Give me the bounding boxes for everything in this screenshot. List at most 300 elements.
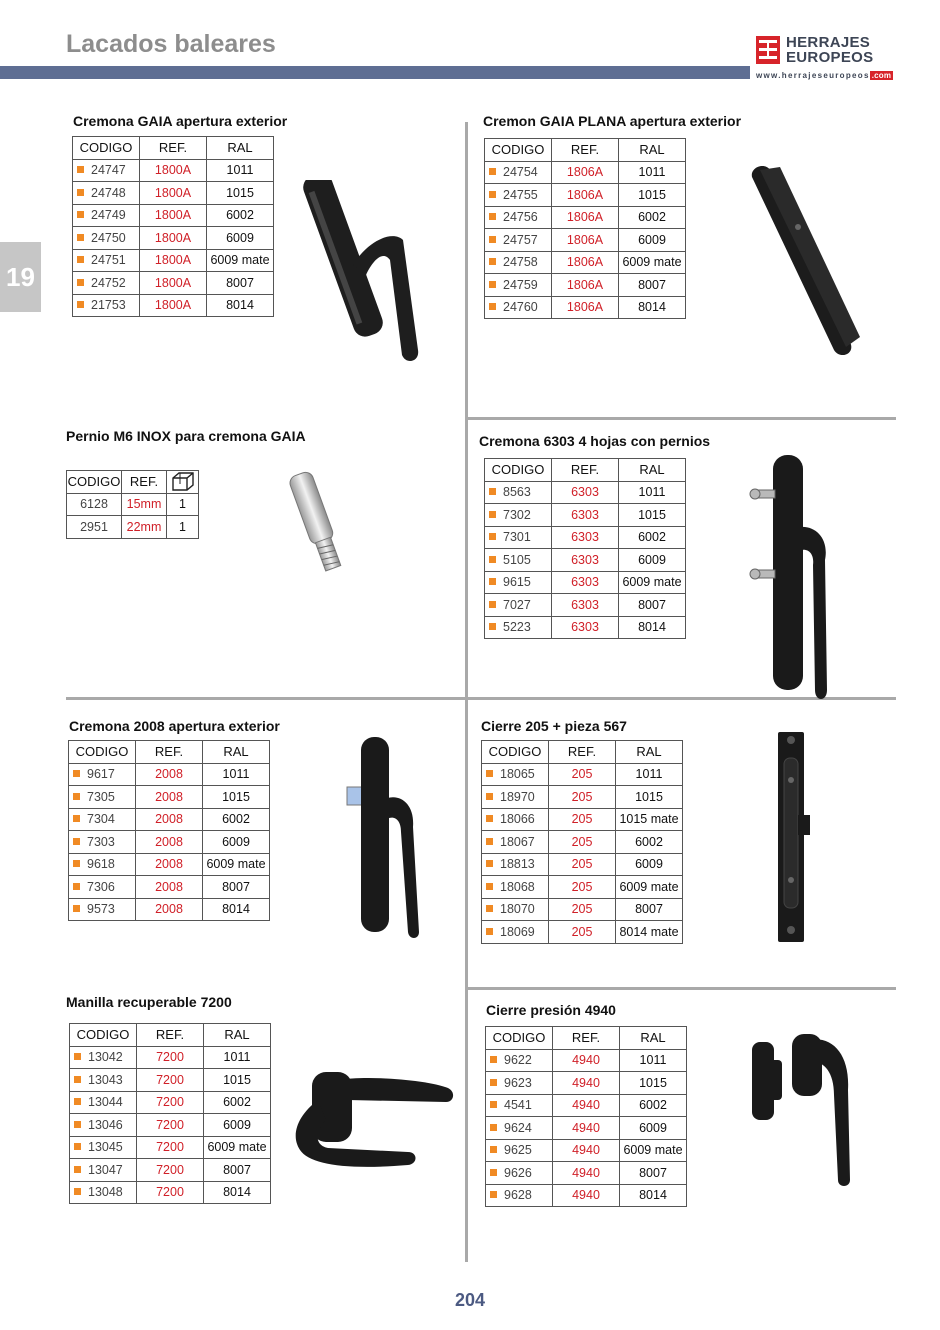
- ral-cell: 6009: [207, 227, 274, 250]
- ral-cell: 6009 mate: [207, 249, 274, 272]
- bullet-icon: [73, 883, 80, 890]
- codigo-value: 7306: [87, 879, 115, 894]
- table-row[interactable]: [486, 1184, 687, 1207]
- codigo-cell: [482, 853, 549, 876]
- ref-cell: 4940: [553, 1117, 620, 1140]
- codigo-value: 18970: [500, 789, 535, 804]
- column-header: RAL: [203, 741, 270, 764]
- ref-cell: 2008: [136, 853, 203, 876]
- table-header-row: [485, 139, 686, 162]
- table-row[interactable]: [485, 161, 686, 184]
- ref-cell: 6303: [552, 504, 619, 527]
- table-row[interactable]: [482, 831, 683, 854]
- codigo-value: 13048: [88, 1185, 123, 1200]
- bullet-icon: [489, 623, 496, 630]
- table-header-row: [485, 459, 686, 482]
- table-row[interactable]: [486, 1117, 687, 1140]
- table-row[interactable]: [73, 159, 274, 182]
- ral-cell: 8007: [620, 1162, 687, 1185]
- ral-cell: 8007: [204, 1159, 271, 1182]
- bullet-icon: [489, 168, 496, 175]
- codigo-cell: [485, 526, 552, 549]
- bullet-icon: [486, 928, 493, 935]
- product-table: [66, 470, 199, 539]
- ral-cell: 8014: [203, 898, 270, 921]
- codigo-cell: [73, 182, 140, 205]
- codigo-value: 18068: [500, 879, 535, 894]
- bullet-icon: [77, 279, 84, 286]
- cremona-gaia-image: [298, 180, 448, 370]
- pernio-inox-image: [275, 468, 365, 578]
- ral-cell: 6002: [616, 831, 683, 854]
- bullet-icon: [73, 860, 80, 867]
- codigo-value: 9615: [503, 575, 531, 590]
- codigo-value: 24750: [91, 230, 126, 245]
- bullet-icon: [73, 770, 80, 777]
- table-row[interactable]: [482, 921, 683, 944]
- codigo-value: 9626: [504, 1165, 532, 1180]
- table-row[interactable]: [485, 274, 686, 297]
- brand-logo-icon: [756, 36, 780, 64]
- codigo-cell: [482, 763, 549, 786]
- table-row[interactable]: [485, 481, 686, 504]
- ref-cell: 7200: [137, 1046, 204, 1069]
- codigo-cell: [482, 876, 549, 899]
- ral-cell: 1011: [203, 763, 270, 786]
- bullet-icon: [74, 1143, 81, 1150]
- ref-cell: 205: [549, 853, 616, 876]
- ref-cell: 1800A: [140, 204, 207, 227]
- ref-cell: 1806A: [552, 161, 619, 184]
- codigo-cell: [69, 831, 136, 854]
- codigo-value: 18066: [500, 812, 535, 827]
- bullet-icon: [73, 793, 80, 800]
- codigo-cell: [485, 274, 552, 297]
- brand-logo[interactable]: [756, 36, 896, 84]
- bullet-icon: [490, 1079, 497, 1086]
- quantity-cell: 1: [167, 493, 199, 516]
- quantity-cell: 1: [167, 516, 199, 539]
- column-header: CODIGO: [69, 741, 136, 764]
- table-row[interactable]: [70, 1181, 271, 1204]
- ral-cell: 6009: [619, 549, 686, 572]
- ral-cell: 1011: [616, 763, 683, 786]
- bullet-icon: [74, 1188, 81, 1195]
- codigo-value: 24755: [503, 187, 538, 202]
- table-row[interactable]: [73, 294, 274, 317]
- codigo-value: 24752: [91, 275, 126, 290]
- bullet-icon: [77, 189, 84, 196]
- table-row[interactable]: [70, 1159, 271, 1182]
- table-row[interactable]: [73, 249, 274, 272]
- column-header: REF.: [549, 741, 616, 764]
- codigo-cell: [70, 1069, 137, 1092]
- table-row[interactable]: [485, 594, 686, 617]
- codigo-cell: [486, 1117, 553, 1140]
- codigo-value: 21753: [91, 298, 126, 313]
- table-row[interactable]: [73, 227, 274, 250]
- codigo-value: 7027: [503, 597, 531, 612]
- ral-cell: 1015: [203, 786, 270, 809]
- ral-cell: 1015: [204, 1069, 271, 1092]
- product-table: [485, 1026, 687, 1207]
- section-tab[interactable]: 19: [0, 242, 41, 312]
- bullet-icon: [490, 1191, 497, 1198]
- ral-cell: 1015: [619, 504, 686, 527]
- row-divider: [468, 417, 896, 420]
- bullet-icon: [489, 511, 496, 518]
- codigo-cell: [482, 921, 549, 944]
- bullet-icon: [73, 815, 80, 822]
- ref-cell: 1806A: [552, 251, 619, 274]
- codigo-value: 9625: [504, 1143, 532, 1158]
- table-row[interactable]: [69, 831, 270, 854]
- table-row[interactable]: [482, 853, 683, 876]
- column-header: CODIGO: [485, 139, 552, 162]
- column-header: REF.: [552, 459, 619, 482]
- ral-cell: 6009: [203, 831, 270, 854]
- bullet-icon: [74, 1121, 81, 1128]
- column-header: RAL: [619, 139, 686, 162]
- bullet-icon: [74, 1053, 81, 1060]
- ref-cell: 1800A: [140, 294, 207, 317]
- ral-cell: 6002: [620, 1094, 687, 1117]
- column-header: REF.: [122, 471, 167, 494]
- bullet-icon: [489, 258, 496, 265]
- codigo-cell: [485, 184, 552, 207]
- brand-name-line1: HERRAJES: [786, 34, 871, 51]
- codigo-value: 6128: [80, 497, 108, 512]
- codigo-cell: [73, 159, 140, 182]
- column-header: REF.: [140, 137, 207, 160]
- codigo-value: 7302: [503, 507, 531, 522]
- column-header: CODIGO: [485, 459, 552, 482]
- column-header: CODIGO: [73, 137, 140, 160]
- section-title: Cremona GAIA apertura exterior: [73, 113, 288, 129]
- codigo-value: 9622: [504, 1053, 532, 1068]
- ral-cell: 6002: [203, 808, 270, 831]
- box-icon: [171, 472, 195, 492]
- ref-cell: 7200: [137, 1114, 204, 1137]
- bullet-icon: [489, 601, 496, 608]
- table-row[interactable]: [485, 251, 686, 274]
- table-row[interactable]: [482, 786, 683, 809]
- ref-cell: 205: [549, 921, 616, 944]
- table-row[interactable]: [70, 1114, 271, 1137]
- ref-cell: 1806A: [552, 184, 619, 207]
- codigo-cell: [69, 876, 136, 899]
- table-row[interactable]: [69, 853, 270, 876]
- codigo-cell: [69, 763, 136, 786]
- section-title: Cremona 6303 4 hojas con pernios: [479, 433, 711, 449]
- codigo-cell: [485, 504, 552, 527]
- ref-cell: 6303: [552, 571, 619, 594]
- bullet-icon: [486, 860, 493, 867]
- bullet-icon: [486, 770, 493, 777]
- ref-cell: 1800A: [140, 272, 207, 295]
- codigo-value: 18813: [500, 857, 535, 872]
- ref-cell: 22mm: [122, 516, 167, 539]
- codigo-value: 8563: [503, 485, 531, 500]
- brand-name: [786, 35, 873, 65]
- table-row[interactable]: [485, 296, 686, 319]
- ral-cell: 6009 mate: [204, 1136, 271, 1159]
- table-row[interactable]: [485, 616, 686, 639]
- table-row[interactable]: [485, 206, 686, 229]
- ref-cell: 4940: [553, 1184, 620, 1207]
- row-divider: [468, 987, 896, 990]
- codigo-value: 7301: [503, 530, 531, 545]
- table-header-row: [482, 741, 683, 764]
- table-row[interactable]: [70, 1069, 271, 1092]
- ref-cell: 2008: [136, 808, 203, 831]
- ral-cell: 1015: [619, 184, 686, 207]
- bullet-icon: [490, 1056, 497, 1063]
- table-row[interactable]: [485, 229, 686, 252]
- codigo-value: 13044: [88, 1095, 123, 1110]
- codigo-cell: [73, 249, 140, 272]
- ref-cell: 4940: [553, 1049, 620, 1072]
- codigo-cell: [70, 1136, 137, 1159]
- table-row[interactable]: [482, 763, 683, 786]
- bullet-icon: [489, 236, 496, 243]
- codigo-value: 7304: [87, 812, 115, 827]
- table-row[interactable]: [67, 516, 199, 539]
- table-row[interactable]: [482, 898, 683, 921]
- ral-cell: 8007: [619, 594, 686, 617]
- table-header-row: [73, 137, 274, 160]
- ref-cell: 1800A: [140, 159, 207, 182]
- codigo-cell: [69, 786, 136, 809]
- codigo-value: 24757: [503, 232, 538, 247]
- ref-cell: 2008: [136, 831, 203, 854]
- codigo-value: 9628: [504, 1188, 532, 1203]
- column-header: RAL: [620, 1027, 687, 1050]
- section-title: Manilla recuperable 7200: [66, 994, 232, 1010]
- table-row[interactable]: [69, 808, 270, 831]
- codigo-value: 24760: [503, 300, 538, 315]
- ref-cell: 7200: [137, 1091, 204, 1114]
- ref-cell: 15mm: [122, 493, 167, 516]
- codigo-value: 7303: [87, 834, 115, 849]
- table-row[interactable]: [485, 526, 686, 549]
- ref-cell: 1806A: [552, 229, 619, 252]
- codigo-cell: [485, 296, 552, 319]
- codigo-cell: [485, 571, 552, 594]
- table-row[interactable]: [486, 1072, 687, 1095]
- codigo-value: 13046: [88, 1117, 123, 1132]
- ral-cell: 1015: [616, 786, 683, 809]
- bullet-icon: [486, 793, 493, 800]
- ref-cell: 1800A: [140, 182, 207, 205]
- bullet-icon: [77, 166, 84, 173]
- ral-cell: 8007: [203, 876, 270, 899]
- codigo-cell: [67, 493, 122, 516]
- bullet-icon: [486, 905, 493, 912]
- ref-cell: 4940: [553, 1094, 620, 1117]
- column-header: CODIGO: [67, 471, 122, 494]
- codigo-cell: [486, 1049, 553, 1072]
- table-row[interactable]: [482, 876, 683, 899]
- codigo-cell: [485, 251, 552, 274]
- codigo-value: 5223: [503, 620, 531, 635]
- ref-cell: 4940: [553, 1139, 620, 1162]
- brand-url-suffix: .com: [871, 71, 892, 80]
- bullet-icon: [490, 1146, 497, 1153]
- table-row[interactable]: [73, 182, 274, 205]
- ref-cell: 1806A: [552, 274, 619, 297]
- codigo-value: 18067: [500, 834, 535, 849]
- codigo-cell: [73, 204, 140, 227]
- column-divider: [465, 122, 468, 1262]
- column-header: REF.: [136, 741, 203, 764]
- codigo-cell: [73, 294, 140, 317]
- table-row[interactable]: [73, 204, 274, 227]
- ral-cell: 1011: [619, 161, 686, 184]
- table-row[interactable]: [69, 876, 270, 899]
- ral-cell: 8014: [619, 616, 686, 639]
- table-row[interactable]: [70, 1136, 271, 1159]
- codigo-cell: [73, 227, 140, 250]
- codigo-cell: [485, 481, 552, 504]
- codigo-cell: [486, 1072, 553, 1095]
- codigo-cell: [70, 1181, 137, 1204]
- bullet-icon: [73, 838, 80, 845]
- table-row[interactable]: [485, 184, 686, 207]
- codigo-value: 24759: [503, 277, 538, 292]
- codigo-value: 13047: [88, 1162, 123, 1177]
- bullet-icon: [489, 556, 496, 563]
- column-header: RAL: [207, 137, 274, 160]
- codigo-cell: [482, 808, 549, 831]
- bullet-icon: [77, 256, 84, 263]
- codigo-cell: [485, 229, 552, 252]
- table-row[interactable]: [70, 1091, 271, 1114]
- bullet-icon: [77, 211, 84, 218]
- ref-cell: 7200: [137, 1159, 204, 1182]
- table-header-row: [486, 1027, 687, 1050]
- table-row[interactable]: [486, 1049, 687, 1072]
- table-row[interactable]: [485, 571, 686, 594]
- ref-cell: 6303: [552, 549, 619, 572]
- product-table: [68, 740, 270, 921]
- section-title: Pernio M6 INOX para cremona GAIA: [66, 428, 306, 444]
- bullet-icon: [489, 191, 496, 198]
- codigo-cell: [70, 1159, 137, 1182]
- table-row[interactable]: [70, 1046, 271, 1069]
- table-row[interactable]: [486, 1162, 687, 1185]
- ref-cell: 1806A: [552, 206, 619, 229]
- table-row[interactable]: [482, 808, 683, 831]
- section-title: Cierre presión 4940: [486, 1002, 616, 1018]
- header-bar: [0, 66, 750, 79]
- ral-cell: 6002: [619, 526, 686, 549]
- ral-cell: 6009 mate: [616, 876, 683, 899]
- ref-cell: 2008: [136, 876, 203, 899]
- table-row[interactable]: [486, 1139, 687, 1162]
- bullet-icon: [489, 488, 496, 495]
- codigo-cell: [485, 549, 552, 572]
- bullet-icon: [489, 533, 496, 540]
- table-row[interactable]: [69, 786, 270, 809]
- codigo-cell: [485, 594, 552, 617]
- codigo-value: 5105: [503, 552, 531, 567]
- bullet-icon: [486, 815, 493, 822]
- bullet-icon: [489, 281, 496, 288]
- ral-cell: 6009 mate: [619, 571, 686, 594]
- codigo-cell: [67, 516, 122, 539]
- bullet-icon: [490, 1169, 497, 1176]
- ref-cell: 205: [549, 898, 616, 921]
- codigo-value: 24758: [503, 255, 538, 270]
- ral-cell: 6009 mate: [619, 251, 686, 274]
- ref-cell: 205: [549, 763, 616, 786]
- brand-url-text: www.herrajeseuropeos: [756, 71, 870, 80]
- ref-cell: 205: [549, 786, 616, 809]
- ref-cell: 205: [549, 876, 616, 899]
- codigo-value: 13043: [88, 1072, 123, 1087]
- ral-cell: 1015: [620, 1072, 687, 1095]
- codigo-value: 24748: [91, 185, 126, 200]
- ref-cell: 6303: [552, 481, 619, 504]
- bullet-icon: [74, 1166, 81, 1173]
- codigo-value: 9623: [504, 1075, 532, 1090]
- bullet-icon: [486, 838, 493, 845]
- brand-url[interactable]: [756, 71, 893, 80]
- bullet-icon: [486, 883, 493, 890]
- table-row[interactable]: [486, 1094, 687, 1117]
- table-row[interactable]: [73, 272, 274, 295]
- product-table: [72, 136, 274, 317]
- table-row[interactable]: [485, 504, 686, 527]
- codigo-value: 9618: [87, 857, 115, 872]
- codigo-cell: [70, 1046, 137, 1069]
- table-header-row: [70, 1024, 271, 1047]
- codigo-value: 9617: [87, 767, 115, 782]
- codigo-value: 24756: [503, 210, 538, 225]
- bullet-icon: [77, 301, 84, 308]
- cierre-205-image: [770, 730, 830, 945]
- page-number: 204: [454, 1290, 486, 1310]
- column-header: REF.: [552, 139, 619, 162]
- product-table: [69, 1023, 271, 1204]
- codigo-value: 13045: [88, 1140, 123, 1155]
- section-title: Cierre 205 + pieza 567: [481, 718, 627, 734]
- codigo-cell: [486, 1184, 553, 1207]
- cierre-presion-4940-image: [748, 1030, 868, 1190]
- table-row[interactable]: [485, 549, 686, 572]
- column-header: CODIGO: [482, 741, 549, 764]
- table-row[interactable]: [69, 898, 270, 921]
- codigo-value: 24751: [91, 253, 126, 268]
- ral-cell: 1015 mate: [616, 808, 683, 831]
- table-row[interactable]: [67, 493, 199, 516]
- column-header: RAL: [204, 1024, 271, 1047]
- bullet-icon: [74, 1098, 81, 1105]
- ref-cell: 1800A: [140, 227, 207, 250]
- ref-cell: 205: [549, 831, 616, 854]
- codigo-cell: [485, 616, 552, 639]
- codigo-value: 18069: [500, 924, 535, 939]
- codigo-value: 18065: [500, 767, 535, 782]
- ral-cell: 8014: [619, 296, 686, 319]
- ral-cell: 6009: [204, 1114, 271, 1137]
- codigo-value: 24749: [91, 208, 126, 223]
- table-row[interactable]: [69, 763, 270, 786]
- column-header: REF.: [137, 1024, 204, 1047]
- codigo-cell: [69, 808, 136, 831]
- ref-cell: 2008: [136, 763, 203, 786]
